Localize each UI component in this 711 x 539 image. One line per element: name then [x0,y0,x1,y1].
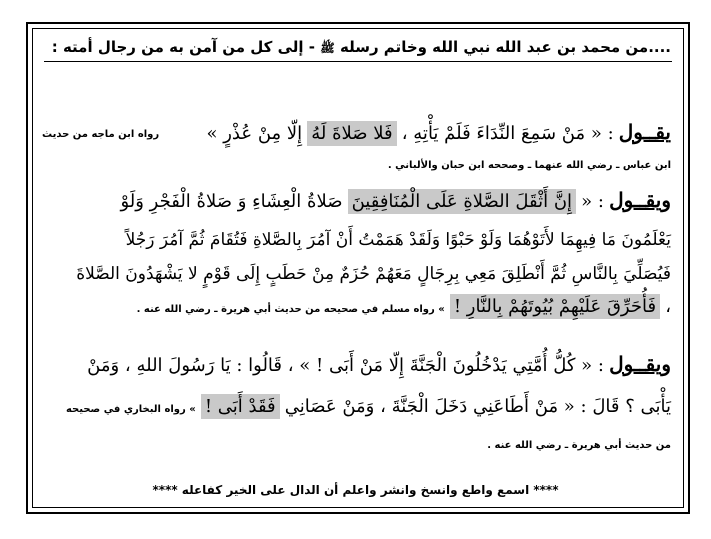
header-underline [44,61,672,62]
header-text: ....من محمد بن عبد الله نبي الله وخاتم رسله [339,38,671,56]
hadith-2-text-a: : « [581,191,604,212]
hadith-2-label: ويقــول [609,188,671,212]
footer-note: **** اسمع واطع وانسخ وانشر واعلم أن الدال على الخير كفاعله **** [152,483,559,497]
hadith-1-highlight: فَلا صَلاةَ لَهُ [307,121,396,146]
hadith-1-source-2: ابن عباس ـ رضي الله عنهما ـ وصححه ابن حبان والألباني . [387,160,671,171]
hadith-3-text-l2: يَأْبَى ؟ قَالَ : « مَنْ أَطَاعَنِي دَخَلَ الْجَنَّةَ ، وَمَنْ عَصَانِي [284,396,671,417]
hadith-2-highlight-end: فَأُحَرِّقَ عَلَيْهِمْ بُيُوتَهُمْ بِالنَّارِ ! [450,294,660,319]
header-text-2: - إلى كل من آمن به من رجال أمته : [51,38,315,56]
hadith-1-source-1: رواه ابن ماجه من حديث [42,129,160,140]
hadith-2-text-c: صَلاةُ الْعِشَاءِ وَ صَلاةُ الْفَجْرِ وَلَوْ [120,191,343,212]
prophet-seal-icon: ﷺ [320,41,335,55]
hadith-2-line-2: يَعْلَمُونَ مَا فِيهِمَا لأَتَوْهُمَا وَلَوْ حَبْوًا وَلَقَدْ هَمَمْتُ أَنْ آمُرَ بِالصَّلاةِ فَتُقَامَ ثُمَّ آمُرَ رَجُلاً [125,230,671,250]
hadith-3-line-1 [87,352,671,376]
hadith-2-line-3: فَيُصَلِّيَ بِالنَّاسِ ثُمَّ أَنْطَلِقَ مَعِي بِرِجَالٍ مَعَهُمْ حُزَمٌ مِنْ حَطَبٍ إِلَى قَوْمٍ لا يَشْهَدُونَ الصَّلاةَ [76,264,671,284]
hadith-2-highlight: إِنَّ أَثْقَلَ الصَّلاةِ عَلَى الْمُنَافِقِينَ [348,189,576,214]
hadith-3-highlight: فَقَدْ أَبَى ! [201,394,280,419]
hadith-2-source: » رواه مسلم في صحيحه من حديث أبي هريرة ـ رضي الله عنه . [136,304,445,315]
hadith-2-line-1 [120,188,671,212]
hadith-1-line-1 [207,120,672,144]
hadith-1-text-c: إِلّا مِنْ عُذْرٍ » [206,123,303,144]
hadith-3-line-2 [66,396,671,417]
hadith-2-line-4 [137,296,671,317]
hadith-3-source-1: » رواه البخاري في صحيحه [65,404,196,415]
hadith-1-text-a: : « مَنْ سَمِعَ النِّدَاءَ فَلَمْ يَأْتِهِ ، [401,123,614,144]
hadith-3-text-a: : « كُلُّ أُمَّتِي يَدْخُلُونَ الْجَنَّةَ إِلّا مَنْ أَبَى ! » ، قَالُوا : يَا رَسُولَ اللهِ ، وَمَنْ [87,355,604,376]
hadith-3-source-2: من حديث أبي هريرة ـ رضي الله عنه . [487,440,671,451]
hadith-3-label: ويقــول [609,352,671,376]
hadith-2-comma: ، [665,296,671,317]
header-line [52,38,671,58]
hadith-1-label: يقــول [618,120,671,144]
